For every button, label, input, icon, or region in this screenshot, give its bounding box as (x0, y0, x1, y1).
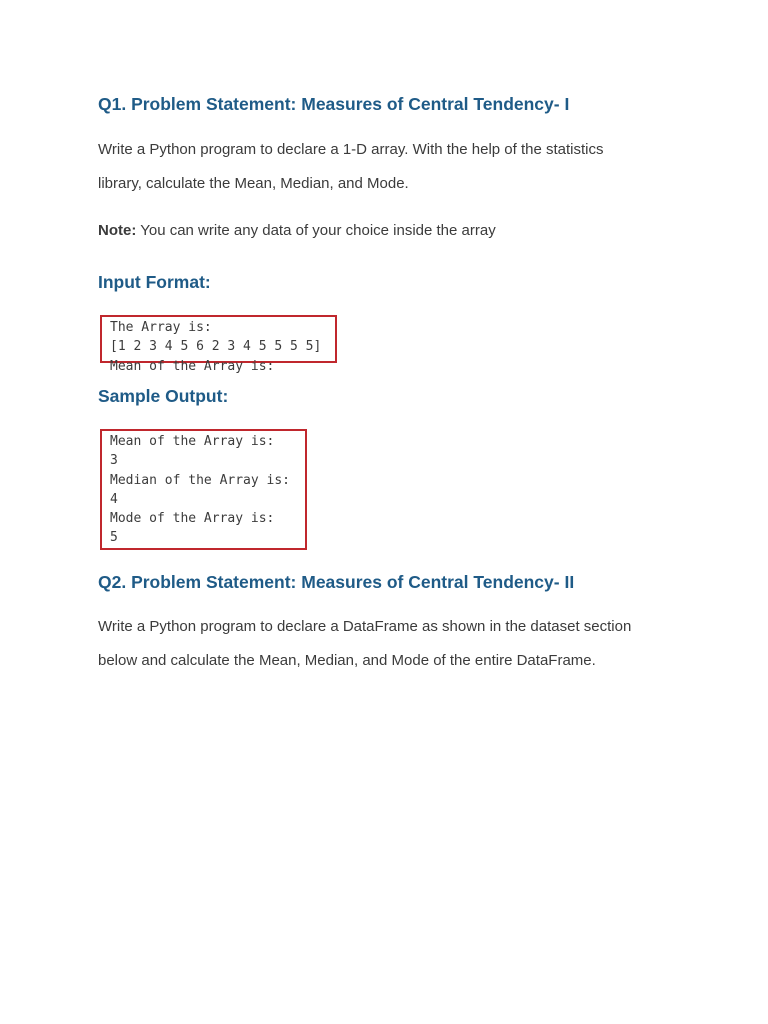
note-text: You can write any data of your choice inside the array (136, 222, 496, 239)
q1-description (98, 133, 698, 201)
output-code-line-2: 3 (110, 453, 118, 469)
input-format-code-box (100, 315, 337, 374)
input-code-line-1: The Array is: (110, 320, 212, 335)
output-code-line-3: Median of the Array is: (110, 472, 291, 488)
input-code-line-3: Mean of the Array is: (110, 358, 275, 374)
q1-description-line-1: Write a Python program to declare a 1-D array. With the help of the statistics (98, 141, 604, 158)
output-code-line-4: 4 (110, 491, 118, 507)
q2-description (98, 610, 698, 678)
q2-description-line-1: Write a Python program to declare a DataFrame as shown in the dataset section (98, 618, 632, 635)
input-format-heading: Input Format: (98, 272, 211, 292)
q1-note (98, 214, 698, 248)
sample-output-heading: Sample Output: (98, 386, 229, 406)
q2-description-line-2: below and calculate the Mean, Median, and Mode of the entire DataFrame. (98, 652, 596, 669)
q1-description-line-2: library, calculate the Mean, Median, and Mode. (98, 175, 409, 192)
q2-heading: Q2. Problem Statement: Measures of Central Tendency- II (98, 572, 575, 592)
output-code-line-6: 5 (110, 530, 118, 546)
output-code-line-1: Mean of the Array is: (110, 434, 275, 449)
note-label: Note: (98, 222, 137, 239)
input-code-line-2: [1 2 3 4 5 6 2 3 4 5 5 5 5] (110, 339, 322, 355)
sample-output-code-box (100, 429, 307, 550)
q1-heading: Q1. Problem Statement: Measures of Central Tendency- I (98, 94, 570, 114)
output-code-line-5: Mode of the Array is: (110, 511, 275, 527)
